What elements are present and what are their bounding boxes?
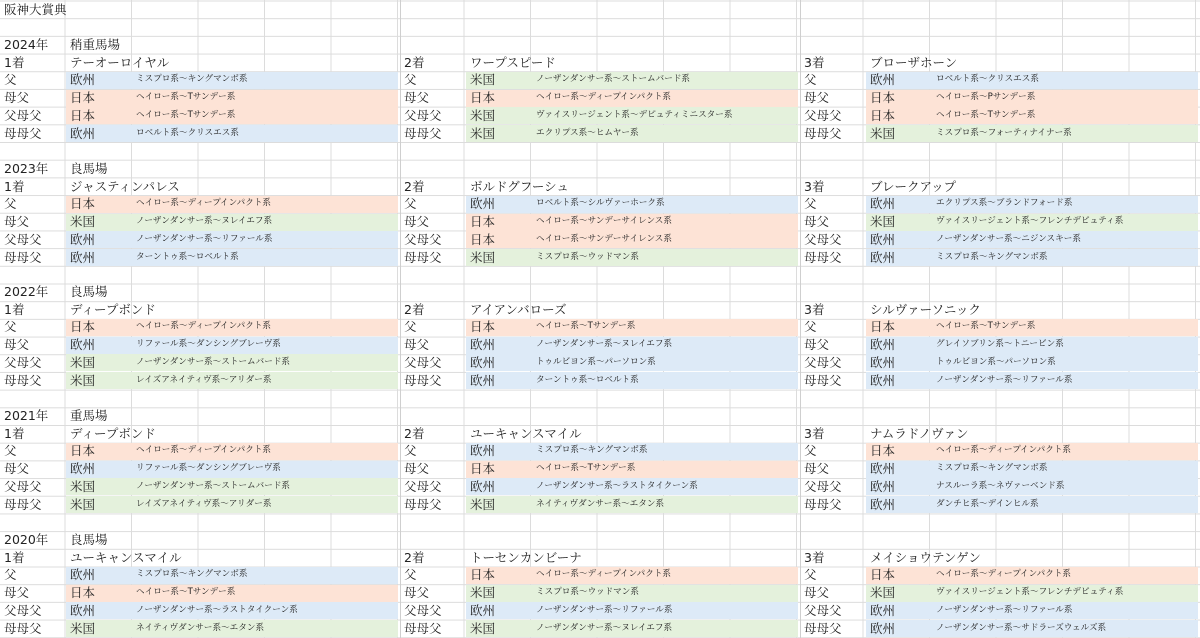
region-cell[interactable]: 米国 [70,354,96,370]
sire-line-cell[interactable]: ミスプロ系〜フォーティナイナー系 [936,127,1072,138]
region-cell[interactable]: 欧州 [470,354,496,370]
region-cell[interactable]: 欧州 [470,443,496,459]
pedigree-relation-cell[interactable]: 母父 [804,461,830,477]
sire-line-cell[interactable]: ノーザンダンサー系〜ヌレイエフ系 [536,339,673,350]
region-cell[interactable]: 欧州 [470,478,496,494]
region-cell[interactable]: 米国 [870,585,896,601]
region-cell[interactable]: 米国 [70,214,96,230]
pedigree-relation-cell[interactable]: 父 [404,196,417,212]
pedigree-relation-cell[interactable]: 母父 [4,90,30,106]
pedigree-relation-cell[interactable]: 父母父 [4,231,42,247]
pedigree-relation-cell[interactable]: 母父 [4,337,30,353]
region-cell[interactable]: 欧州 [870,249,896,265]
region-cell[interactable]: 日本 [470,567,496,583]
sire-line-cell[interactable]: ヘイロー系〜サンデーサイレンス系 [536,216,672,227]
region-cell[interactable]: 日本 [870,107,896,123]
region-cell[interactable]: 欧州 [470,337,496,353]
pedigree-relation-cell[interactable]: 父母父 [804,107,842,123]
sire-line-cell[interactable]: ナスルーラ系〜ネヴァーベンド系 [936,480,1065,491]
track-condition-cell[interactable]: 重馬場 [70,408,108,423]
sire-line-cell[interactable]: ミスプロ系〜ウッドマン系 [536,587,639,598]
pedigree-relation-cell[interactable]: 母母父 [4,249,42,265]
pedigree-relation-cell[interactable]: 母母父 [4,372,42,388]
sire-line-cell[interactable]: ダンチヒ系〜デインヒル系 [936,498,1039,509]
region-cell[interactable]: 日本 [870,319,896,335]
sire-line-cell[interactable]: ノーザンダンサー系〜リファール系 [136,233,273,244]
sire-line-cell[interactable]: ヘイロー系〜Tサンデー系 [536,463,636,474]
year-cell[interactable]: 2024年 [4,37,49,52]
sire-line-cell[interactable]: ミスプロ系〜キングマンボ系 [136,74,248,85]
pedigree-relation-cell[interactable]: 父母父 [404,107,442,123]
pedigree-relation-cell[interactable]: 父母父 [804,478,842,494]
finish-place-cell[interactable]: 3着 [804,178,825,194]
pedigree-relation-cell[interactable]: 母母父 [804,249,842,265]
sire-line-cell[interactable]: グレイソブリン系〜トニービン系 [936,339,1064,350]
region-cell[interactable]: 欧州 [870,337,896,353]
region-cell[interactable]: 欧州 [870,372,896,388]
sire-line-cell[interactable]: ロベルト系〜シルヴァーホーク系 [536,198,665,209]
horse-name-cell[interactable]: シルヴァーソニック [870,301,981,317]
region-cell[interactable]: 米国 [70,372,96,388]
region-cell[interactable]: 欧州 [870,196,896,212]
region-cell[interactable]: 欧州 [870,478,896,494]
pedigree-relation-cell[interactable]: 父母父 [404,354,442,370]
pedigree-relation-cell[interactable]: 父 [404,319,417,335]
finish-place-cell[interactable]: 3着 [804,425,825,441]
region-cell[interactable]: 米国 [470,125,496,141]
finish-place-cell[interactable]: 2着 [404,178,425,194]
region-cell[interactable]: 日本 [470,214,496,230]
region-cell[interactable]: 日本 [470,461,496,477]
pedigree-relation-cell[interactable]: 父母父 [404,231,442,247]
finish-place-cell[interactable]: 3着 [804,301,825,317]
sire-line-cell[interactable]: ロベルト系〜クリスエス系 [136,127,239,138]
horse-name-cell[interactable]: ブレークアップ [870,178,957,194]
pedigree-relation-cell[interactable]: 母母父 [404,496,442,512]
pedigree-relation-cell[interactable]: 父母父 [4,602,42,618]
sire-line-cell[interactable]: ヘイロー系〜ディープインパクト系 [136,198,272,209]
sire-line-cell[interactable]: リファール系〜ダンシングブレーヴ系 [136,463,281,474]
sheet-title[interactable]: 阪神大賞典 [4,2,67,17]
sire-line-cell[interactable]: トゥルビヨン系〜パーソロン系 [936,356,1056,367]
pedigree-relation-cell[interactable]: 父 [804,72,817,88]
pedigree-relation-cell[interactable]: 父母父 [4,478,42,494]
pedigree-relation-cell[interactable]: 父 [804,567,817,583]
region-cell[interactable]: 米国 [870,214,896,230]
region-cell[interactable]: 日本 [70,443,96,459]
region-cell[interactable]: 欧州 [70,602,96,618]
pedigree-relation-cell[interactable]: 母父 [404,585,430,601]
finish-place-cell[interactable]: 2着 [404,425,425,441]
region-cell[interactable]: 欧州 [870,354,896,370]
region-cell[interactable]: 米国 [470,249,496,265]
finish-place-cell[interactable]: 3着 [804,54,825,70]
region-cell[interactable]: 日本 [70,319,96,335]
region-cell[interactable]: 欧州 [70,567,96,583]
sire-line-cell[interactable]: ノーザンダンサー系〜ニジンスキー系 [936,233,1081,244]
pedigree-relation-cell[interactable]: 父母父 [4,107,42,123]
finish-place-cell[interactable]: 1着 [4,54,25,70]
region-cell[interactable]: 欧州 [870,231,896,247]
sire-line-cell[interactable]: レイズアネイティヴ系〜アリダー系 [136,498,272,509]
sire-line-cell[interactable]: ミスプロ系〜キングマンボ系 [936,463,1048,474]
region-cell[interactable]: 欧州 [470,602,496,618]
region-cell[interactable]: 日本 [470,231,496,247]
horse-name-cell[interactable]: ボルドグフーシュ [470,178,569,194]
sire-line-cell[interactable]: ノーザンダンサー系〜ストームバード系 [136,356,291,367]
sire-line-cell[interactable]: ノーザンダンサー系〜ヌレイエフ系 [536,622,673,633]
sire-line-cell[interactable]: リファール系〜ダンシングブレーヴ系 [136,339,281,350]
pedigree-relation-cell[interactable]: 母母父 [4,496,42,512]
year-cell[interactable]: 2023年 [4,161,49,176]
region-cell[interactable]: 日本 [870,567,896,583]
pedigree-relation-cell[interactable]: 父 [404,443,417,459]
region-cell[interactable]: 米国 [70,496,96,512]
sire-line-cell[interactable]: ターントゥ系〜ロベルト系 [136,251,239,262]
finish-place-cell[interactable]: 3着 [804,549,825,565]
pedigree-relation-cell[interactable]: 母父 [404,90,430,106]
pedigree-relation-cell[interactable]: 父母父 [4,354,42,370]
region-cell[interactable]: 米国 [70,620,96,636]
pedigree-relation-cell[interactable]: 父 [804,196,817,212]
horse-name-cell[interactable]: ナムラドノヴァン [870,425,969,441]
sire-line-cell[interactable]: ネイティヴダンサー系〜エタン系 [136,622,265,633]
sire-line-cell[interactable]: ヘイロー系〜Tサンデー系 [136,92,236,103]
sire-line-cell[interactable]: ノーザンダンサー系〜ラストタイクーン系 [136,604,298,615]
sire-line-cell[interactable]: ノーザンダンサー系〜リファール系 [936,604,1073,615]
region-cell[interactable]: 欧州 [70,461,96,477]
sire-line-cell[interactable]: ネイティヴダンサー系〜エタン系 [536,498,665,509]
sire-line-cell[interactable]: ノーザンダンサー系〜ラストタイクーン系 [536,480,698,491]
pedigree-relation-cell[interactable]: 父 [804,319,817,335]
region-cell[interactable]: 米国 [470,585,496,601]
pedigree-relation-cell[interactable]: 父母父 [804,354,842,370]
year-cell[interactable]: 2022年 [4,284,49,299]
region-cell[interactable]: 日本 [70,196,96,212]
sire-line-cell[interactable]: ヘイロー系〜Tサンデー系 [936,109,1036,120]
region-cell[interactable]: 欧州 [870,496,896,512]
finish-place-cell[interactable]: 1着 [4,425,25,441]
sire-line-cell[interactable]: ノーザンダンサー系〜ヌレイエフ系 [136,216,273,227]
sire-line-cell[interactable]: ヴァイスリージェント系〜フレンチデピュティ系 [936,216,1124,227]
region-cell[interactable]: 日本 [870,90,896,106]
track-condition-cell[interactable]: 良馬場 [70,532,108,547]
horse-name-cell[interactable]: ユーキャンスマイル [470,425,582,441]
region-cell[interactable]: 米国 [470,496,496,512]
region-cell[interactable]: 日本 [870,443,896,459]
sire-line-cell[interactable]: ヘイロー系〜Tサンデー系 [136,109,236,120]
region-cell[interactable]: 欧州 [870,620,896,636]
sire-line-cell[interactable]: ヘイロー系〜ディープインパクト系 [136,445,272,456]
finish-place-cell[interactable]: 2着 [404,549,425,565]
pedigree-relation-cell[interactable]: 父母父 [804,602,842,618]
pedigree-relation-cell[interactable]: 父母父 [404,602,442,618]
pedigree-relation-cell[interactable]: 父母父 [404,478,442,494]
sire-line-cell[interactable]: ノーザンダンサー系〜リファール系 [936,374,1073,385]
horse-name-cell[interactable]: ジャスティンパレス [70,178,180,194]
region-cell[interactable]: 欧州 [70,125,96,141]
region-cell[interactable]: 欧州 [870,72,896,88]
sire-line-cell[interactable]: ヘイロー系〜ディープインパクト系 [136,321,272,332]
horse-name-cell[interactable]: ブローザホーン [870,54,958,70]
finish-place-cell[interactable]: 1着 [4,178,25,194]
sire-line-cell[interactable]: ヘイロー系〜Tサンデー系 [136,587,236,598]
finish-place-cell[interactable]: 2着 [404,54,425,70]
region-cell[interactable]: 日本 [70,585,96,601]
region-cell[interactable]: 欧州 [470,196,496,212]
pedigree-relation-cell[interactable]: 母母父 [404,125,442,141]
column-divider [400,0,401,638]
sire-line-cell[interactable]: ミスプロ系〜キングマンボ系 [936,251,1048,262]
horse-name-cell[interactable]: ディープボンド [70,425,156,441]
sire-line-cell[interactable]: ノーザンダンサー系〜ストームバード系 [536,74,691,85]
sire-line-cell[interactable]: ヘイロー系〜Pサンデー系 [936,92,1036,103]
pedigree-relation-cell[interactable]: 父 [404,567,417,583]
pedigree-relation-cell[interactable]: 母母父 [404,372,442,388]
region-cell[interactable]: 米国 [470,72,496,88]
track-condition-cell[interactable]: 良馬場 [70,284,108,299]
pedigree-relation-cell[interactable]: 母父 [804,90,830,106]
sire-line-cell[interactable]: ヘイロー系〜ディープインパクト系 [936,569,1072,580]
sire-line-cell[interactable]: ノーザンダンサー系〜サドラーズウェルズ系 [936,622,1107,633]
sire-line-cell[interactable]: ノーザンダンサー系〜リファール系 [536,604,673,615]
sire-line-cell[interactable]: エクリプス系〜ブランドフォード系 [936,198,1073,209]
year-cell[interactable]: 2021年 [4,408,49,423]
track-condition-cell[interactable]: 良馬場 [70,161,108,176]
pedigree-relation-cell[interactable]: 父 [4,319,17,335]
pedigree-relation-cell[interactable]: 父母父 [804,231,842,247]
region-cell[interactable]: 欧州 [70,249,96,265]
sire-line-cell[interactable]: ヘイロー系〜ディープインパクト系 [536,92,672,103]
finish-place-cell[interactable]: 2着 [404,301,425,317]
pedigree-relation-cell[interactable]: 母父 [804,337,830,353]
horse-name-cell[interactable]: アイアンバローズ [470,301,567,317]
region-cell[interactable]: 米国 [470,107,496,123]
column-divider [800,0,801,638]
sire-line-cell[interactable]: レイズアネイティヴ系〜アリダー系 [136,374,272,385]
region-cell[interactable]: 欧州 [870,461,896,477]
pedigree-relation-cell[interactable]: 母父 [404,461,430,477]
sire-line-cell[interactable]: ターントゥ系〜ロベルト系 [536,374,639,385]
region-cell[interactable]: 米国 [70,478,96,494]
finish-place-cell[interactable]: 1着 [4,301,25,317]
pedigree-relation-cell[interactable]: 母母父 [804,125,842,141]
pedigree-relation-cell[interactable]: 母母父 [4,620,42,636]
horse-name-cell[interactable]: ディープボンド [70,301,156,317]
pedigree-relation-cell[interactable]: 母母父 [804,496,842,512]
pedigree-relation-cell[interactable]: 母父 [404,337,430,353]
region-cell[interactable]: 欧州 [70,231,96,247]
pedigree-relation-cell[interactable]: 母父 [804,214,830,230]
sire-line-cell[interactable]: ヘイロー系〜ディープインパクト系 [536,569,672,580]
pedigree-relation-cell[interactable]: 母父 [4,461,30,477]
region-cell[interactable]: 米国 [870,125,896,141]
pedigree-relation-cell[interactable]: 母父 [804,585,830,601]
sire-line-cell[interactable]: ヴァイスリージェント系〜フレンチデピュティ系 [936,587,1124,598]
region-cell[interactable]: 欧州 [870,602,896,618]
pedigree-relation-cell[interactable]: 母父 [4,214,30,230]
region-cell[interactable]: 日本 [470,90,496,106]
sire-line-cell[interactable]: ヘイロー系〜サンデーサイレンス系 [536,233,672,244]
year-cell[interactable]: 2020年 [4,532,49,547]
region-cell[interactable]: 欧州 [70,337,96,353]
sire-line-cell[interactable]: ヘイロー系〜Tサンデー系 [936,321,1036,332]
pedigree-relation-cell[interactable]: 母父 [404,214,430,230]
sire-line-cell[interactable]: トゥルビヨン系〜パーソロン系 [536,356,656,367]
region-cell[interactable]: 日本 [470,319,496,335]
region-cell[interactable]: 欧州 [70,72,96,88]
sire-line-cell[interactable]: ヘイロー系〜ディープインパクト系 [936,445,1072,456]
sire-line-cell[interactable]: ミスプロ系〜ウッドマン系 [536,251,639,262]
region-cell[interactable]: 日本 [70,90,96,106]
pedigree-relation-cell[interactable]: 母母父 [404,620,442,636]
finish-place-cell[interactable]: 1着 [4,549,25,565]
track-condition-cell[interactable]: 稍重馬場 [70,37,121,52]
pedigree-relation-cell[interactable]: 父 [4,196,17,212]
pedigree-relation-cell[interactable]: 父 [4,72,17,88]
region-cell[interactable]: 欧州 [470,372,496,388]
region-cell[interactable]: 米国 [470,620,496,636]
horse-name-cell[interactable]: テーオーロイヤル [70,54,170,70]
region-cell[interactable]: 日本 [70,107,96,123]
sire-line-cell[interactable]: ノーザンダンサー系〜ストームバード系 [136,480,291,491]
pedigree-relation-cell[interactable]: 母父 [4,585,30,601]
pedigree-relation-cell[interactable]: 母母父 [804,620,842,636]
pedigree-relation-cell[interactable]: 父 [4,443,17,459]
horse-name-cell[interactable]: ワープスピード [470,54,556,70]
pedigree-relation-cell[interactable]: 父 [4,567,17,583]
sire-line-cell[interactable]: ヘイロー系〜Tサンデー系 [536,321,636,332]
pedigree-relation-cell[interactable]: 母母父 [404,249,442,265]
pedigree-relation-cell[interactable]: 母母父 [4,125,42,141]
sire-line-cell[interactable]: ミスプロ系〜キングマンボ系 [536,445,648,456]
sire-line-cell[interactable]: ヴァイスリージェント系〜デピュティミニスター系 [536,109,733,120]
horse-name-cell[interactable]: トーセンカンビーナ [470,549,582,565]
horse-name-cell[interactable]: メイショウテンゲン [870,549,981,565]
sire-line-cell[interactable]: ロベルト系〜クリスエス系 [936,74,1039,85]
pedigree-relation-cell[interactable]: 父 [804,443,817,459]
sire-line-cell[interactable]: エクリプス系〜ヒムヤー系 [536,127,639,138]
horse-name-cell[interactable]: ユーキャンスマイル [70,549,182,565]
pedigree-relation-cell[interactable]: 父 [404,72,417,88]
sire-line-cell[interactable]: ミスプロ系〜キングマンボ系 [136,569,248,580]
pedigree-relation-cell[interactable]: 母母父 [804,372,842,388]
